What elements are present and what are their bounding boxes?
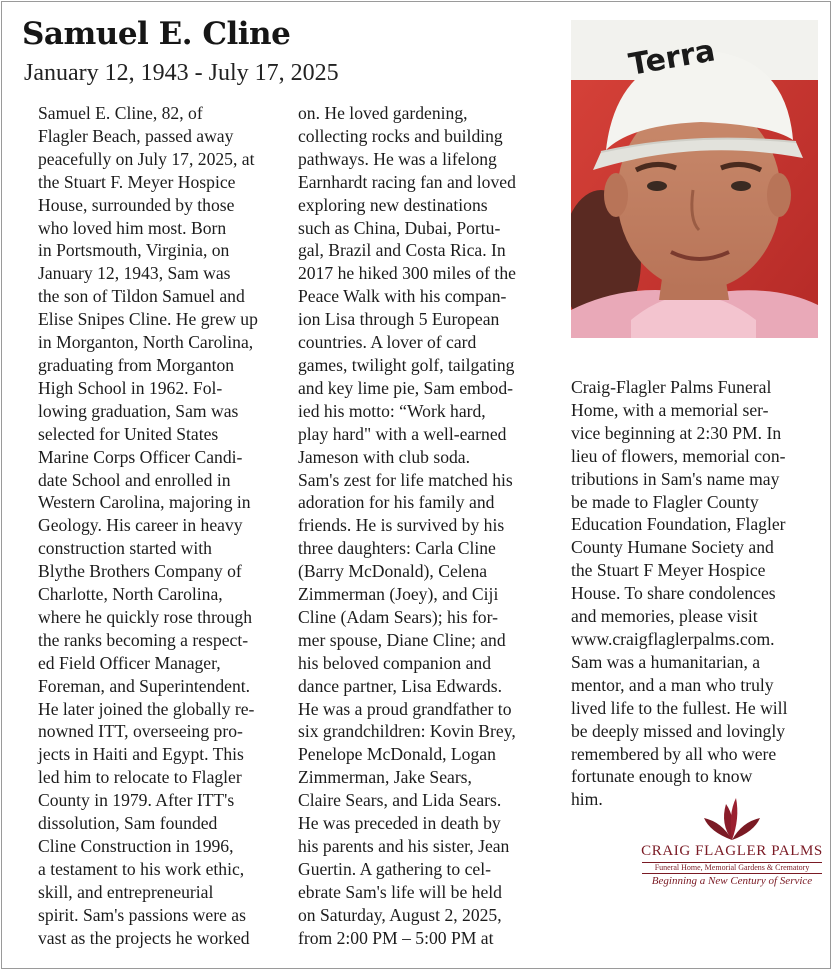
text-line: and key lime pie, Sam embod- (298, 377, 513, 398)
text-line: mer spouse, Diane Cline; and (298, 629, 506, 650)
text-line: and memories, please visit (571, 606, 758, 627)
text-line: Western Carolina, majoring in (38, 492, 251, 513)
text-line: Sam was a humanitarian, a (571, 651, 761, 672)
text-line: led him to relocate to Flagler (38, 767, 242, 788)
text-line: High School in 1962. Fol- (38, 377, 223, 398)
cap-logo-text: Terra (626, 33, 718, 83)
text-line: ion Lisa through 5 European (298, 309, 500, 330)
text-line: Geology. His career in heavy (38, 515, 243, 536)
text-line: Peace Walk with his compan- (298, 286, 507, 307)
text-line: collecting rocks and building (298, 125, 503, 146)
text-line: the Stuart F. Meyer Hospice (38, 171, 236, 192)
obituary-name: Samuel E. Cline (22, 16, 291, 52)
text-line: his beloved companion and (298, 652, 491, 673)
text-line: be deeply missed and lovingly (571, 720, 786, 741)
text-column-2 (298, 102, 548, 950)
text-line: January 12, 1943, Sam was (38, 263, 231, 284)
text-line: Education Foundation, Flagler (571, 514, 786, 535)
text-line: the son of Tildon Samuel and (38, 286, 245, 307)
text-line: House, surrounded by those (38, 194, 235, 215)
text-line: Penelope McDonald, Logan (298, 744, 496, 765)
text-line: a testament to his work ethic, (38, 858, 245, 879)
text-line: Craig-Flagler Palms Funeral (571, 377, 772, 397)
text-line: (Barry McDonald), Celena (298, 561, 488, 582)
text-line: date School and enrolled in (38, 469, 231, 490)
text-line: be made to Flagler County (571, 491, 759, 512)
text-line: remembered by all who were (571, 743, 777, 764)
text-line: lived life to the fullest. He will (571, 697, 788, 718)
text-line: tributions in Sam's name may (571, 468, 780, 489)
text-line: in Portsmouth, Virginia, on (38, 240, 230, 261)
text-line: construction started with (38, 538, 212, 559)
text-line: Samuel E. Cline, 82, of (38, 103, 203, 123)
text-line: vast as the projects he worked (38, 927, 250, 948)
text-line: Zimmerman (Joey), and Ciji (298, 584, 499, 605)
portrait-photo (571, 20, 818, 338)
text-line: dissolution, Sam founded (38, 813, 218, 834)
text-line: pathways. He was a lifelong (298, 148, 497, 169)
portrait-photo-image (571, 20, 818, 338)
text-column-3 (571, 376, 821, 811)
text-line: three daughters: Carla Cline (298, 538, 496, 559)
text-line: such as China, Dubai, Portu- (298, 217, 501, 238)
text-line: County in 1979. After ITT's (38, 790, 235, 811)
text-line: on. He loved gardening, (298, 103, 468, 123)
text-line: Earnhardt racing fan and loved (298, 171, 516, 192)
text-line: Cline (Adam Sears); his for- (298, 606, 498, 627)
text-line: who loved him most. Born (38, 217, 227, 238)
obituary-paragraph-continued (298, 102, 548, 950)
text-line: dance partner, Lisa Edwards. (298, 675, 502, 696)
text-line: the Stuart F Meyer Hospice (571, 560, 766, 581)
obituary-paragraph (22, 102, 272, 950)
text-line: gal, Brazil and Costa Rica. In (298, 240, 506, 261)
text-line: He was a proud grandfather to (298, 698, 512, 719)
text-line: www.craigflaglerpalms.com. (571, 628, 775, 649)
text-line: where he quickly rose through (38, 606, 252, 627)
text-line: spirit. Sam's passions were as (38, 904, 246, 925)
obituary-page (1, 1, 831, 969)
funeral-home-name: CRAIG FLAGLER PALMS (641, 843, 823, 859)
text-line: play hard" with a well-earned (298, 423, 507, 444)
palm-leaf-icon (640, 794, 824, 842)
text-line: vice beginning at 2:30 PM. In (571, 422, 782, 443)
text-line: adoration for his family and (298, 492, 495, 513)
text-line: Marine Corps Officer Candi- (38, 446, 243, 467)
text-line: ied his motto: “Work hard, (298, 400, 486, 421)
funeral-home-logo (640, 794, 824, 894)
text-line: House. To share condolences (571, 583, 776, 604)
funeral-home-subtitle: Funeral Home, Memorial Gardens & Crematory (642, 862, 822, 874)
text-line: peacefully on July 17, 2025, at (38, 148, 255, 169)
text-line: countries. A lover of card (298, 332, 477, 353)
text-line: graduating from Morganton (38, 354, 235, 375)
text-line: Sam's zest for life matched his (298, 469, 513, 490)
text-line: lieu of flowers, memorial con- (571, 445, 786, 466)
text-line: County Humane Society and (571, 537, 774, 558)
funeral-home-tagline: Beginning a New Century of Service (651, 875, 813, 887)
text-line: ebrate Sam's life will be held (298, 881, 502, 902)
text-line: Jameson with club soda. (298, 446, 471, 467)
text-line: skill, and entrepreneurial (38, 881, 214, 902)
text-line: Claire Sears, and Lida Sears. (298, 790, 502, 811)
text-line: Blythe Brothers Company of (38, 561, 242, 582)
text-line: Flagler Beach, passed away (38, 125, 234, 146)
text-line: Elise Snipes Cline. He grew up (38, 309, 258, 330)
text-line: exploring new destinations (298, 194, 488, 215)
text-line: friends. He is survived by his (298, 515, 505, 536)
text-line: 2017 he hiked 300 miles of the (298, 263, 516, 284)
text-line: Zimmerman, Jake Sears, (298, 767, 472, 788)
text-line: ed Field Officer Manager, (38, 652, 221, 673)
text-line: six grandchildren: Kovin Brey, (298, 721, 516, 742)
text-line: selected for United States (38, 423, 219, 444)
text-line: from 2:00 PM – 5:00 PM at (298, 927, 494, 948)
text-line: fortunate enough to know (571, 766, 753, 787)
text-line: He later joined the globally re- (38, 698, 255, 719)
text-line: Foreman, and Superintendent. (38, 675, 251, 696)
text-line: Home, with a memorial ser- (571, 399, 769, 420)
text-line: Charlotte, North Carolina, (38, 584, 223, 605)
text-line: in Morganton, North Carolina, (38, 332, 254, 353)
text-line: the ranks becoming a respect- (38, 629, 249, 650)
text-line: mentor, and a man who truly (571, 674, 774, 695)
text-line: him. (571, 789, 603, 810)
text-line: Guertin. A gathering to cel- (298, 858, 491, 879)
text-line: lowing graduation, Sam was (38, 400, 239, 421)
text-line: on Saturday, August 2, 2025, (298, 904, 502, 925)
obituary-dates: January 12, 1943 - July 17, 2025 (24, 60, 339, 86)
text-line: Cline Construction in 1996, (38, 836, 234, 856)
obituary-paragraph-continued (571, 376, 821, 811)
text-line: nowned ITT, overseeing pro- (38, 721, 243, 742)
text-line: He was preceded in death by (298, 813, 501, 834)
text-column-1 (22, 102, 272, 950)
text-line: games, twilight golf, tailgating (298, 354, 515, 375)
text-line: his parents and his sister, Jean (298, 836, 510, 856)
text-line: jects in Haiti and Egypt. This (38, 744, 244, 765)
